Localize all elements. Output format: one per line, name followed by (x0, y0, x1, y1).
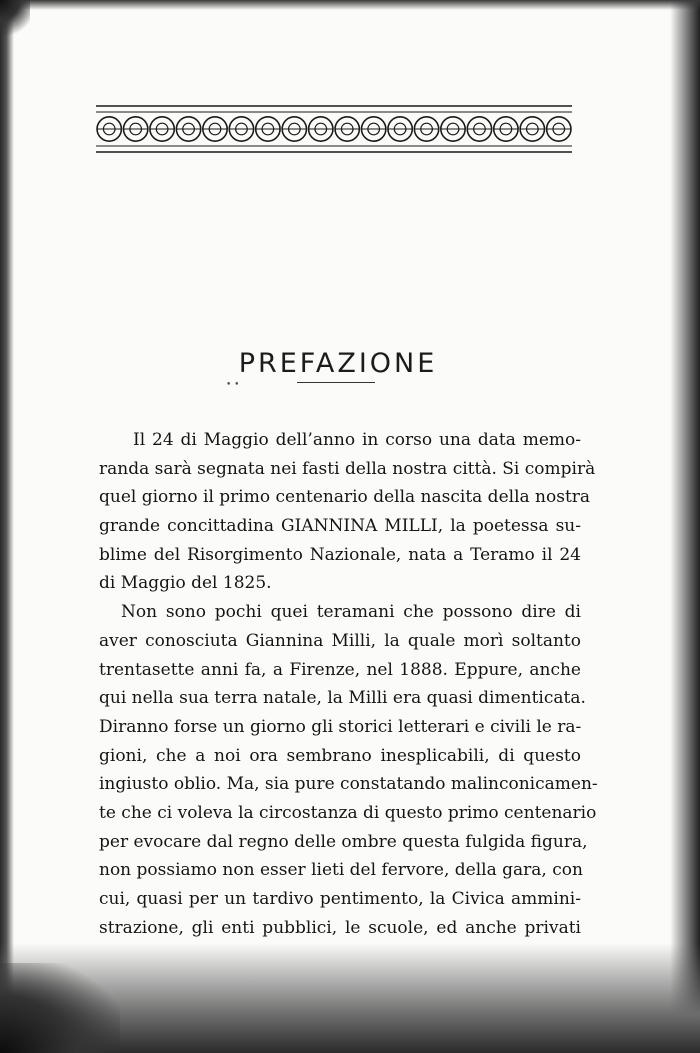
text-line: aver conosciuta Giannina Milli, la quale morì soltanto (99, 630, 581, 651)
text-line: Diranno forse un giorno gli storici letterari e civili le ra- (99, 716, 582, 737)
text-line: Il 24 di Maggio dell’anno in corso una data memo- (133, 430, 581, 450)
text-line: ingiusto oblio. Ma, sia pure constatando malinconicamen- (99, 774, 598, 795)
text-line: grande concittadina GIANNINA MILLI, la poetessa su- (99, 516, 581, 537)
scan-corner-bottom-left (0, 963, 120, 1053)
interlocking-arches-frieze-icon (96, 104, 572, 154)
body-text (99, 426, 598, 942)
scan-edge-left (0, 0, 14, 1053)
title-rule (297, 382, 375, 383)
title-dots: • • (226, 380, 240, 390)
text-line: te che ci voleva la circostanza di questo primo centenario (99, 802, 597, 823)
scan-edge-right (670, 0, 700, 1053)
text-line: blime del Risorgimento Nazionale, nata a Teramo il 24 (99, 544, 581, 565)
text-line: qui nella sua terra natale, la Milli era quasi dimenticata. (99, 688, 586, 709)
paragraph-2 (99, 598, 598, 942)
text-line: gioni, che a noi ora sembrano inesplicabili, di questo (99, 745, 581, 766)
text-line: cui, quasi per un tardivo pentimento, la Civica ammini- (99, 889, 581, 909)
text-line: quel giorno il primo centenario della nascita della nostra (99, 487, 591, 508)
text-line: non possiamo non esser lieti del fervore, della gara, con (99, 860, 583, 881)
page-title: PREFAZIONE (238, 348, 438, 380)
text-line: di Maggio del 1825. (99, 573, 272, 594)
text-line: strazione, gli enti pubblici, le scuole, ed anche privati (99, 917, 581, 938)
paragraph-1 (99, 426, 596, 598)
scan-corner-top-left (0, 0, 30, 40)
text-line: randa sarà segnata nei fasti della nostra città. Si compirà (99, 458, 596, 479)
scan-edge-top (0, 0, 700, 10)
text-line: trentasette anni fa, a Firenze, nel 1888. Eppure, anche (99, 659, 581, 680)
text-line: per evocare dal regno delle ombre questa fulgida figura, (99, 831, 588, 852)
text-line: Non sono pochi quei teramani che possono dire di (121, 602, 581, 623)
